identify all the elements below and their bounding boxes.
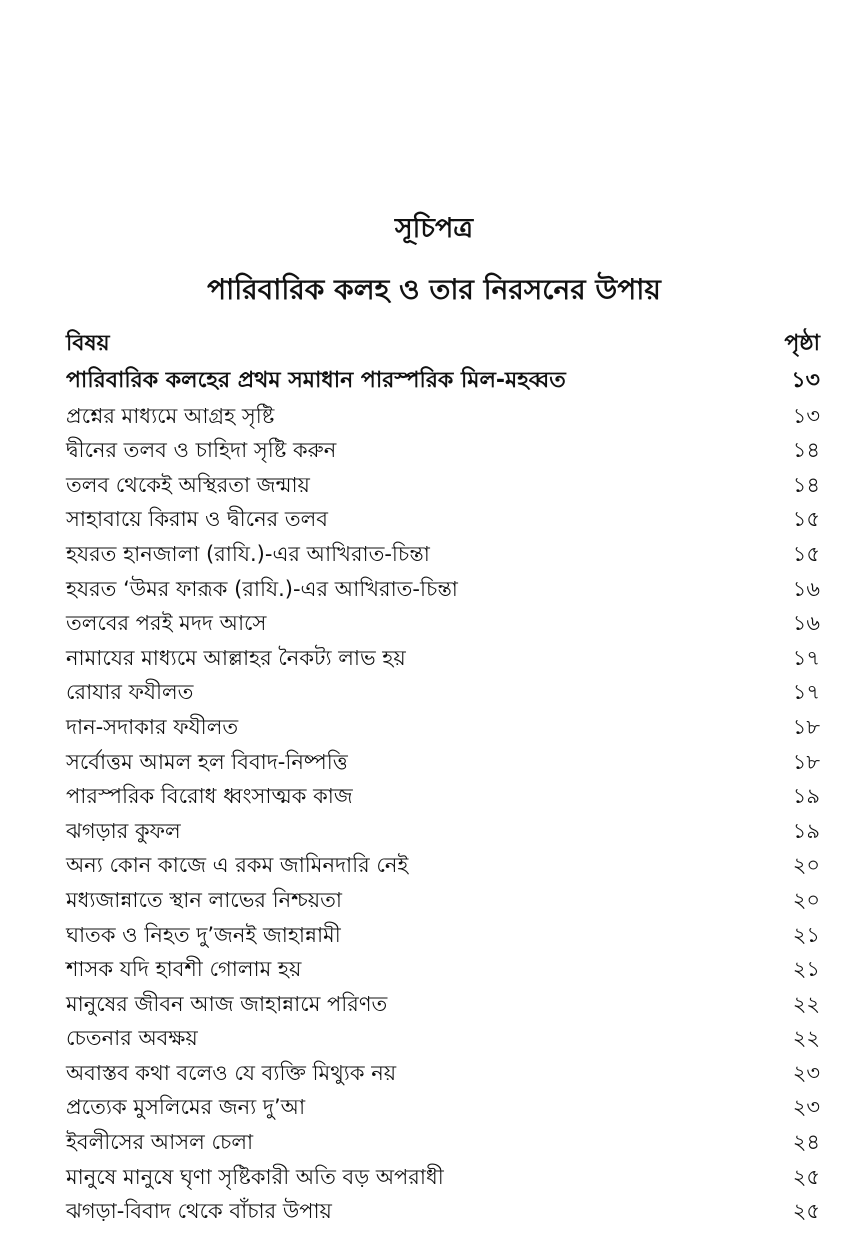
toc-entry <box>66 399 820 434</box>
toc-entry-topic: মধ্যজান্নাতে স্থান লাভের নিশ্চয়তা <box>66 887 343 912</box>
toc-entry-page: ২৫ <box>792 1164 820 1189</box>
toc-entry-topic: ঝগড়া-বিবাদ থেকে বাঁচার উপায় <box>66 1199 332 1224</box>
toc-entry <box>66 675 820 710</box>
toc-entry-topic: পারিবারিক কলহের প্রথম সমাধান পারস্পরিক মিল-মহব্বত <box>66 368 566 393</box>
toc-entry-topic: দ্বীনের তলব ও চাহিদা সৃষ্টি করুন <box>66 438 337 463</box>
toc-entry <box>66 779 820 814</box>
toc-entry-page: ২১ <box>792 922 820 947</box>
toc-entry-page: ১৬ <box>792 611 820 636</box>
toc-entry <box>66 814 820 849</box>
toc-entry-topic: তলবের পরই মদদ আসে <box>66 611 267 636</box>
toc-entry-topic: প্রত্যেক মুসলিমের জন্য দু’আ <box>66 1095 306 1120</box>
toc-entry <box>66 433 820 468</box>
toc-entry <box>66 745 820 780</box>
toc-entry-topic: ইবলীসের আসল চেলা <box>66 1130 254 1155</box>
toc-entry-page: ১৭ <box>792 645 820 670</box>
toc-entry-page: ১৯ <box>792 784 820 809</box>
toc-entry-page: ২২ <box>792 1026 820 1051</box>
toc-entry-page: ১৮ <box>792 714 820 739</box>
toc-entry <box>66 606 820 641</box>
toc-entry-topic: হযরত ‘উমর ফারূক (রাযি.)-এর আখিরাত-চিন্তা <box>66 576 458 601</box>
toc-list <box>66 364 820 1229</box>
toc-entry-topic: মানুষের জীবন আজ জাহান্নামে পরিণত <box>66 991 388 1016</box>
toc-entry-topic: রোযার ফযীলত <box>66 680 194 705</box>
toc-entry-topic: ঝগড়ার কুফল <box>66 818 181 843</box>
toc-entry-topic: সর্বোত্তম আমল হল বিবাদ-নিষ্পত্তি <box>66 749 348 774</box>
toc-entry-page: ২৩ <box>792 1095 820 1120</box>
toc-entry-page: ১৫ <box>792 541 820 566</box>
toc-entry-page: ২০ <box>792 853 820 878</box>
toc-entry-topic: নামাযের মাধ্যমে আল্লাহর নৈকট্য লাভ হয় <box>66 645 406 670</box>
toc-entry <box>66 1056 820 1091</box>
toc-entry-page: ১৮ <box>792 749 820 774</box>
toc-entry <box>66 710 820 745</box>
toc-entry-topic: হযরত হানজালা (রাযি.)-এর আখিরাত-চিন্তা <box>66 541 430 566</box>
toc-entry <box>66 1160 820 1195</box>
toc-entry <box>66 1194 820 1229</box>
chapter-subtitle: পারিবারিক কলহ ও তার নিরসনের উপায় <box>207 273 661 306</box>
toc-entry-topic: অন্য কোন কাজে এ রকম জামিনদারি নেই <box>66 853 409 878</box>
page-column-header: পৃষ্ঠা <box>784 331 820 356</box>
toc-entry <box>66 537 820 572</box>
toc-entry-page: ২৩ <box>792 1060 820 1085</box>
toc-entry-page: ১৭ <box>792 680 820 705</box>
toc-entry-page: ১৯ <box>792 818 820 843</box>
toc-entry <box>66 952 820 987</box>
toc-entry-topic: প্রশ্নের মাধ্যমে আগ্রহ সৃষ্টি <box>66 403 275 428</box>
toc-entry <box>66 641 820 676</box>
toc-entry-topic: দান-সদাকার ফযীলত <box>66 714 239 739</box>
toc-entry-topic: ঘাতক ও নিহত দু’জনই জাহান্নামী <box>66 922 341 947</box>
toc-entry-page: ১৪ <box>792 438 820 463</box>
toc-entry <box>66 502 820 537</box>
toc-entry-page: ২৫ <box>792 1199 820 1224</box>
toc-entry-page: ২২ <box>792 991 820 1016</box>
toc-entry <box>66 848 820 883</box>
toc-header <box>66 326 820 362</box>
toc-entry <box>66 883 820 918</box>
toc-entry <box>66 987 820 1022</box>
toc-entry <box>66 918 820 953</box>
toc-entry <box>66 1125 820 1160</box>
toc-entry-page: ১৩ <box>791 368 820 393</box>
toc-entry <box>66 468 820 503</box>
toc-entry-page: ২০ <box>792 887 820 912</box>
toc-entry-topic: চেতনার অবক্ষয় <box>66 1026 198 1051</box>
topic-column-header: বিষয় <box>66 331 110 356</box>
toc-entry-topic: পারস্পরিক বিরোধ ধ্বংসাত্মক কাজ <box>66 784 353 809</box>
toc-entry <box>66 1090 820 1125</box>
toc-entry-page: ১৩ <box>792 403 820 428</box>
toc-entry-topic: শাসক যদি হাবশী গোলাম হয় <box>66 957 302 982</box>
toc-entry-page: ১৬ <box>792 576 820 601</box>
page-title: সূচিপত্র <box>394 213 474 244</box>
toc-entry-topic: অবাস্তব কথা বলেও যে ব্যক্তি মিথ্যুক নয় <box>66 1060 397 1085</box>
toc-entry-topic: সাহাবায়ে কিরাম ও দ্বীনের তলব <box>66 507 328 532</box>
toc-entry <box>66 572 820 607</box>
toc-entry-page: ১৪ <box>792 472 820 497</box>
toc-entry-page: ১৫ <box>792 507 820 532</box>
toc-entry-topic: মানুষে মানুষে ঘৃণা সৃষ্টিকারী অতি বড় অপরাধী <box>66 1164 444 1189</box>
toc-entry-topic: তলব থেকেই অস্থিরতা জন্মায় <box>66 472 310 497</box>
toc-entry <box>66 364 820 399</box>
toc-entry-page: ২৪ <box>792 1130 820 1155</box>
toc-entry-page: ২১ <box>792 957 820 982</box>
toc-entry <box>66 1021 820 1056</box>
